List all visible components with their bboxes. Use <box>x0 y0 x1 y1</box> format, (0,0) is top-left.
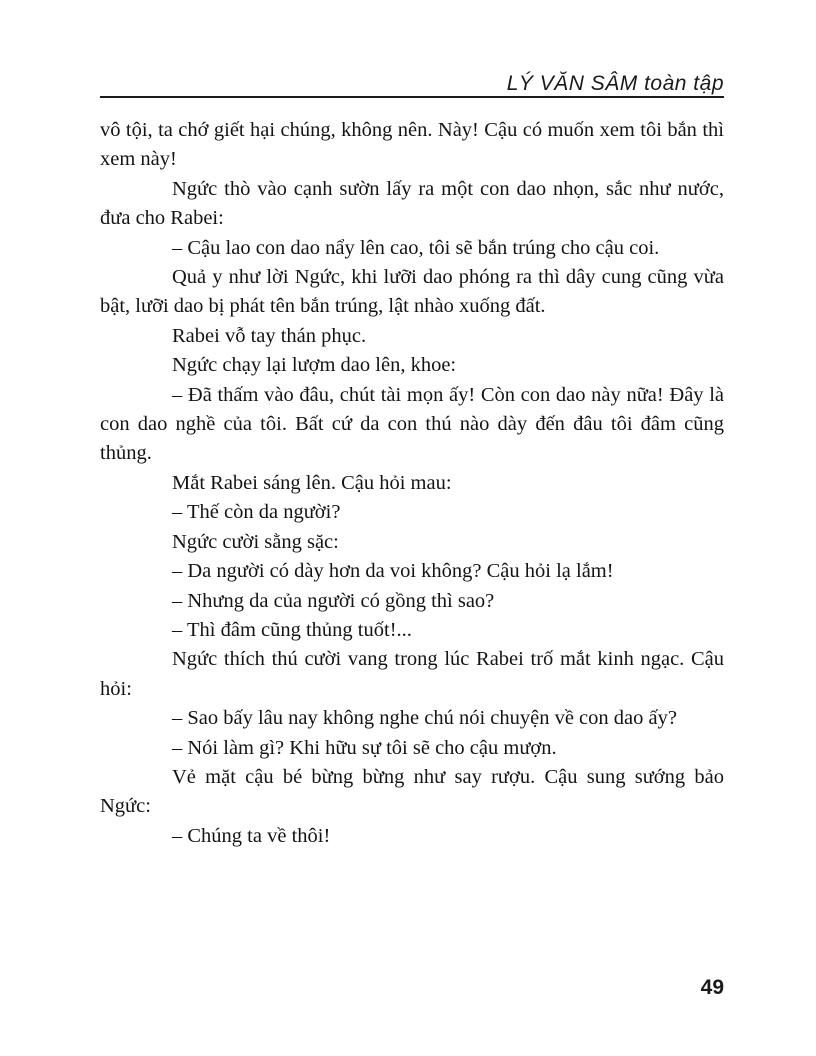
paragraph-14: Ngức thích thú cười vang trong lúc Rabei trố mắt kinh ngạc. Cậu hỏi: <box>100 648 724 700</box>
paragraph-6: Ngức chạy lại lượm dao lên, khoe: <box>172 354 457 377</box>
header-divider <box>100 96 724 98</box>
paragraph-10: Ngức cười sằng sặc: <box>172 530 339 553</box>
paragraph-8: Mắt Rabei sáng lên. Cậu hỏi mau: <box>172 471 452 494</box>
paragraph-11: – Da người có dày hơn da voi không? Cậu hỏi lạ lắm! <box>172 560 614 583</box>
paragraph-5: Rabei vỗ tay thán phục. <box>172 324 367 347</box>
paragraph-15: – Sao bấy lâu nay không nghe chú nói chuyện về con dao ấy? <box>172 707 677 730</box>
running-header-title: LÝ VĂN SÂM toàn tập <box>506 72 724 95</box>
paragraph-3: – Cậu lao con dao nẩy lên cao, tôi sẽ bắn trúng cho cậu coi. <box>172 236 660 259</box>
paragraph-4: Quả y như lời Ngức, khi lưỡi dao phóng ra thì dây cung cũng vừa bật, lưỡi dao bị phát tên bắn trúng, lật nhào xuống đất. <box>100 266 724 318</box>
paragraph-9: – Thế còn da người? <box>172 501 341 524</box>
body-text <box>100 116 724 851</box>
paragraph-16: – Nói làm gì? Khi hữu sự tôi sẽ cho cậu mượn. <box>172 736 557 759</box>
paragraph-18: – Chúng ta về thôi! <box>172 824 331 847</box>
paragraph-13: – Thì đâm cũng thủng tuốt!... <box>172 618 412 641</box>
paragraph-17: Vẻ mặt cậu bé bừng bừng như say rượu. Cậu sung sướng bảo Ngức: <box>100 765 724 818</box>
paragraph-7: – Đã thấm vào đâu, chút tài mọn ấy! Còn con dao này nữa! Đây là con dao nghề của tôi. Bất cứ da con thú nào dày đến đâu tôi đâm cũng thủng. <box>100 383 724 465</box>
page-number: 49 <box>700 976 724 999</box>
paragraph-2: Ngức thò vào cạnh sườn lấy ra một con dao nhọn, sắc như nước, đưa cho Rabei: <box>100 177 724 230</box>
paragraph-12: – Nhưng da của người có gồng thì sao? <box>172 589 495 612</box>
paragraph-1: vô tội, ta chớ giết hại chúng, không nên. Này! Cậu có muốn xem tôi bắn thì xem này! <box>100 119 724 171</box>
